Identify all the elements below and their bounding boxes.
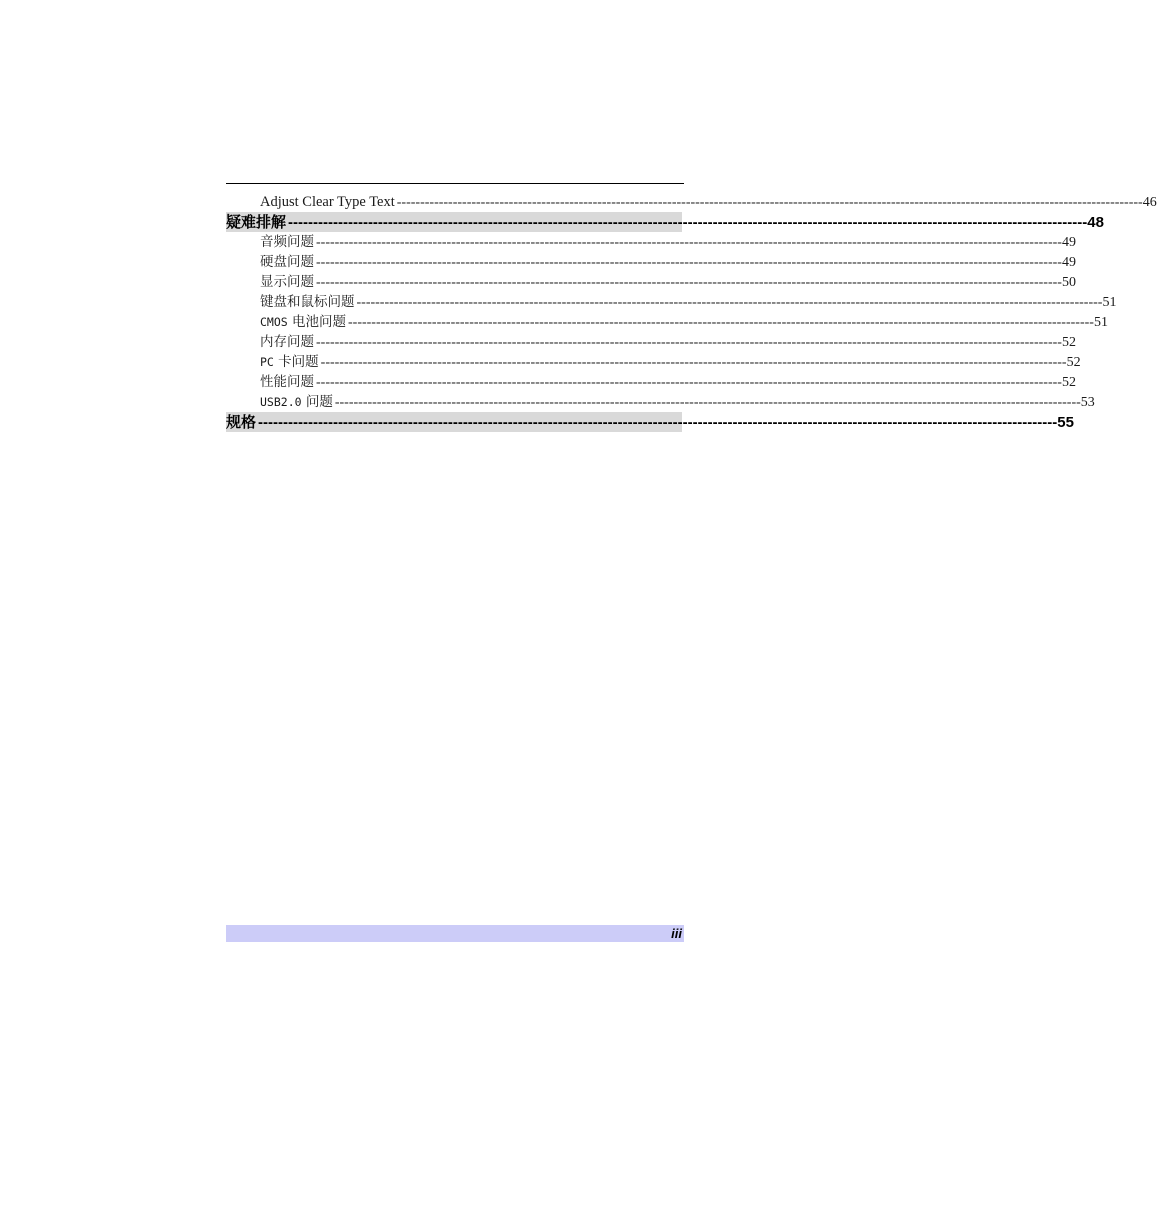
dot-leader: ---------------------------------------------------------------------------------------------------------------------------------------------------------------- xyxy=(356,295,1103,310)
toc-entry-memory-problems[interactable] xyxy=(226,332,1076,352)
dot-leader: ---------------------------------------------------------------------------------------------------------------------------------------------------------------- xyxy=(316,375,1062,390)
toc-entry-page: 46 xyxy=(1142,195,1157,210)
toc-entry-page: 49 xyxy=(1061,255,1076,270)
header-rule xyxy=(226,183,684,184)
toc-entry-page: 53 xyxy=(1080,395,1095,410)
dot-leader: ---------------------------------------------------------------------------------------------------------------------------------------------------------------- xyxy=(334,395,1081,410)
toc-entry-label: 内存问题 xyxy=(260,334,314,350)
dot-leader: ---------------------------------------------------------------------------------------------------------------------------------------------------------------- xyxy=(316,235,1062,250)
dot-leader: ---------------------------------------------------------------------------------------------------------------------------------------------------------------- xyxy=(316,255,1062,270)
toc-entry-label xyxy=(260,392,333,412)
toc-entry-page: 49 xyxy=(1061,235,1076,250)
toc-entry-label-prefix: CMOS xyxy=(260,315,288,329)
dot-leader: ---------------------------------------------------------------------------------------------------------------------------------------------------------------- xyxy=(288,214,1088,231)
toc-section-page: 55 xyxy=(1057,414,1074,431)
table-of-contents xyxy=(226,192,1157,432)
toc-section-specifications[interactable] xyxy=(226,412,1074,432)
toc-entry-label-prefix: USB2.0 xyxy=(260,395,302,409)
toc-entry-page: 51 xyxy=(1102,295,1117,310)
dot-leader: ---------------------------------------------------------------------------------------------------------------------------------------------------------------- xyxy=(258,414,1058,431)
toc-section-label: 疑难排解 xyxy=(226,213,287,231)
toc-entry-label xyxy=(260,352,319,372)
dot-leader: ---------------------------------------------------------------------------------------------------------------------------------------------------------------- xyxy=(320,355,1067,370)
toc-entry-label-suffix: 电池问题 xyxy=(292,314,346,330)
toc-entry-label: 音频问题 xyxy=(260,234,314,250)
toc-entry-hard-disk-problems[interactable] xyxy=(226,252,1076,272)
dot-leader: ---------------------------------------------------------------------------------------------------------------------------------------------------------------- xyxy=(316,335,1062,350)
toc-section-troubleshooting[interactable] xyxy=(226,212,1104,232)
toc-entry-page: 52 xyxy=(1061,335,1076,350)
toc-entry-page: 52 xyxy=(1066,355,1081,370)
toc-entry-pc-card-problems[interactable] xyxy=(226,352,1081,372)
toc-entry-audio-problems[interactable] xyxy=(226,232,1076,252)
toc-entry-page: 51 xyxy=(1093,315,1108,330)
toc-entry-usb-problems[interactable] xyxy=(226,392,1095,412)
toc-entry-display-problems[interactable] xyxy=(226,272,1076,292)
toc-entry-label-suffix: 卡问题 xyxy=(278,354,319,370)
toc-entry-performance-problems[interactable] xyxy=(226,372,1076,392)
dot-leader: ---------------------------------------------------------------------------------------------------------------------------------------------------------------- xyxy=(396,195,1143,210)
toc-entry-label: 性能问题 xyxy=(260,374,314,390)
toc-entry-keyboard-mouse-problems[interactable] xyxy=(226,292,1117,312)
toc-entry-label: 显示问题 xyxy=(260,274,314,290)
toc-entry-label-prefix: PC xyxy=(260,355,274,369)
dot-leader: ---------------------------------------------------------------------------------------------------------------------------------------------------------------- xyxy=(316,275,1062,290)
toc-entry-cmos-battery-problems[interactable] xyxy=(226,312,1108,332)
toc-entry-page: 52 xyxy=(1061,375,1076,390)
toc-entry-adjust-clear-type-text[interactable] xyxy=(226,192,1157,212)
toc-entry-label: Adjust Clear Type Text xyxy=(260,194,395,210)
toc-section-page: 48 xyxy=(1087,214,1104,231)
toc-entry-label-suffix: 问题 xyxy=(305,394,333,410)
toc-entry-page: 50 xyxy=(1061,275,1076,290)
toc-entry-label xyxy=(260,312,346,332)
toc-entry-label: 键盘和鼠标问题 xyxy=(260,294,355,310)
toc-section-label: 规格 xyxy=(226,413,257,431)
footer-bar xyxy=(226,925,684,942)
dot-leader: ---------------------------------------------------------------------------------------------------------------------------------------------------------------- xyxy=(348,315,1094,330)
toc-entry-label: 硬盘问题 xyxy=(260,254,314,270)
footer-page-number: iii xyxy=(671,926,682,941)
